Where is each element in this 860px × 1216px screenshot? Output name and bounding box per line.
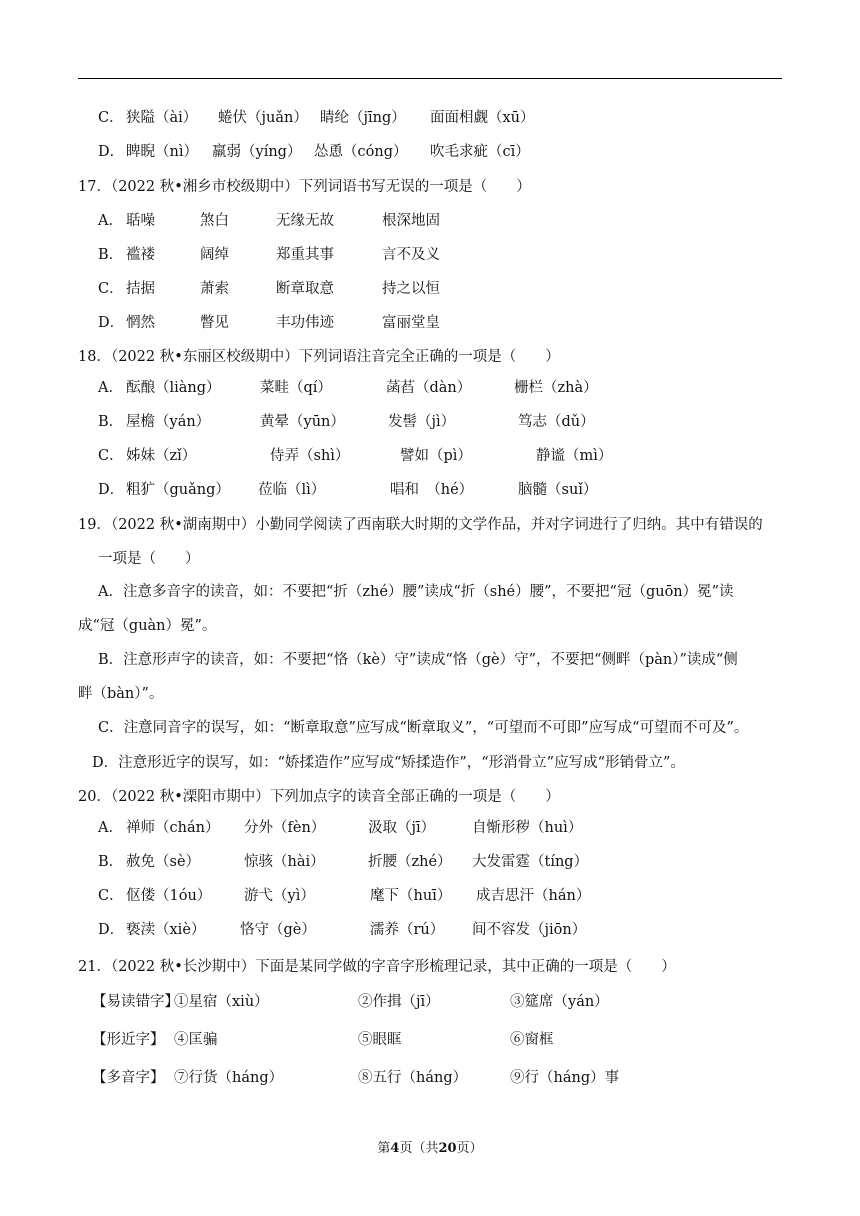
q16-d-w1: 睥睨（nì） [126, 144, 198, 160]
page-footer: 第4页（共20页） [377, 1141, 483, 1156]
page-number: 4 [390, 1141, 400, 1156]
q16-c-w2: 蜷伏（juǎn） [218, 110, 308, 126]
header-rule [78, 78, 782, 79]
q16-d-w3: 怂恿（cóng） [314, 144, 408, 160]
q16-d-w4: 吹毛求疵（cī） [430, 144, 530, 160]
q16-c-w1: 狭隘（ài） [126, 110, 198, 126]
page-total: 20 [438, 1141, 457, 1156]
q16-c-w3: 睛纶（jīng） [320, 110, 406, 126]
q16-c-w4: 面面相觑（xū） [430, 110, 535, 126]
q16-d-w2: 羸弱（yíng） [212, 144, 302, 160]
